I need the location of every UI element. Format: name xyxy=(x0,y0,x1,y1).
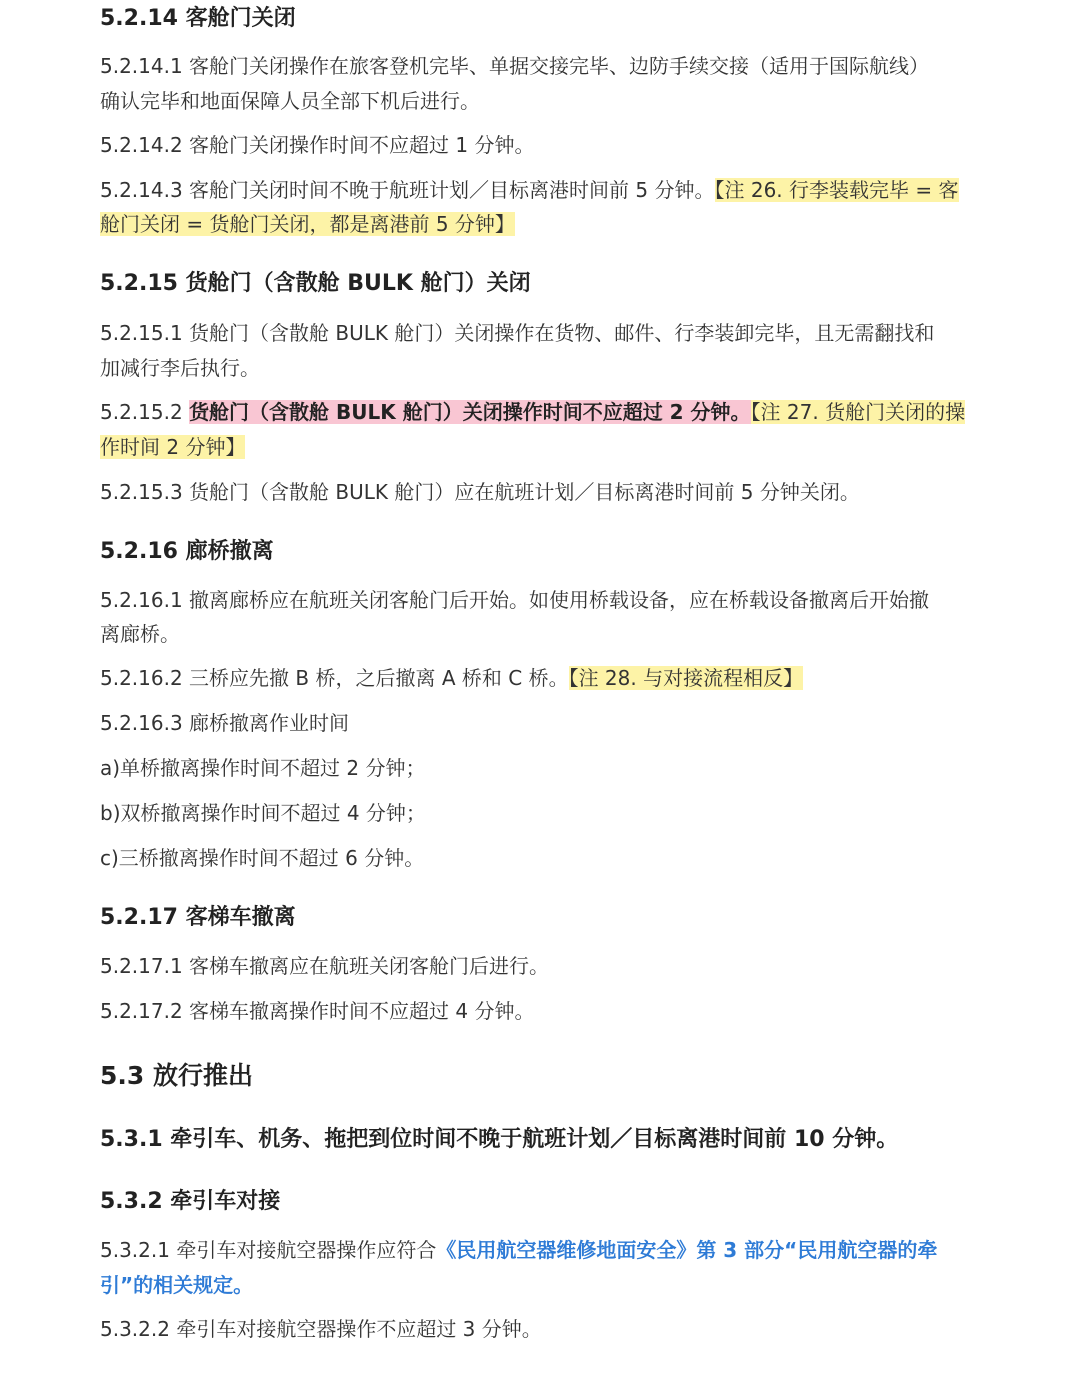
list-item-a: a)单桥撤离操作时间不超过 2 分钟； xyxy=(100,756,426,780)
section-heading-5-3-1: 5.3.1 牵引车、机务、拖把到位时间不晚于航班计划／目标离港时间前 10 分钟。 xyxy=(100,1127,899,1152)
paragraph-text: 5.2.16.2 三桥应先撤 B 桥，之后撤离 A 桥和 C 桥。 xyxy=(100,666,569,690)
note-26-highlight-cont: 舱门关闭 = 货舱门关闭，都是离港前 5 分钟】 xyxy=(100,212,515,236)
paragraph-5-2-14-3-line2 xyxy=(100,207,980,241)
paragraph-number: 5.2.15.2 xyxy=(100,400,190,424)
paragraph-5-2-15-1-line1: 5.2.15.1 货舱门（含散舱 BULK 舱门）关闭操作在货物、邮件、行李装卸完毕，且无需翻找和 xyxy=(100,321,935,345)
section-heading-5-3-2: 5.3.2 牵引车对接 xyxy=(100,1189,281,1214)
paragraph-5-2-15-1-line2: 加减行李后执行。 xyxy=(100,356,260,380)
paragraph-5-2-14-3-line1 xyxy=(100,173,980,207)
list-item-b: b)双桥撤离操作时间不超过 4 分钟； xyxy=(100,801,426,825)
paragraph-text: 5.2.14.3 客舱门关闭时间不晚于航班计划／目标离港时间前 5 分钟。 xyxy=(100,178,715,202)
paragraph-5-2-17-2: 5.2.17.2 客梯车撤离操作时间不应超过 4 分钟。 xyxy=(100,999,535,1023)
paragraph-5-2-16-1-line1: 5.2.16.1 撤离廊桥应在航班关闭客舱门后开始。如使用桥载设备，应在桥载设备撤离后开始撤 xyxy=(100,588,930,612)
paragraph-5-2-15-3: 5.2.15.3 货舱门（含散舱 BULK 舱门）应在航班计划／目标离港时间前 5 分钟关闭。 xyxy=(100,480,860,504)
paragraph-5-3-2-1-line2 xyxy=(100,1268,980,1302)
note-28-highlight: 【注 28. 与对接流程相反】 xyxy=(568,666,804,690)
regulation-link-cont[interactable]: 引”的相关规定。 xyxy=(100,1273,254,1297)
paragraph-text: 5.3.2.1 牵引车对接航空器操作应符合 xyxy=(100,1238,437,1262)
paragraph-5-2-15-2-line2 xyxy=(100,430,980,464)
note-27-highlight: 【注 27. 货舱门关闭的操 xyxy=(750,400,966,424)
paragraph-5-2-17-1: 5.2.17.1 客梯车撤离应在航班关闭客舱门后进行。 xyxy=(100,954,550,978)
list-item-c: c)三桥撤离操作时间不超过 6 分钟。 xyxy=(100,846,425,870)
paragraph-5-2-16-1-line2: 离廊桥。 xyxy=(100,622,180,646)
paragraph-5-2-15-2-line1 xyxy=(100,395,980,429)
note-26-highlight: 【注 26. 行李装载完毕 = 客 xyxy=(714,178,959,202)
section-heading-5-3: 5.3 放行推出 xyxy=(100,1061,253,1090)
paragraph-5-2-14-1-line1: 5.2.14.1 客舱门关闭操作在旅客登机完毕、单据交接完毕、边防手续交接（适用于国际航线） xyxy=(100,54,930,78)
section-heading-5-2-17: 5.2.17 客梯车撤离 xyxy=(100,905,296,930)
paragraph-5-3-2-2: 5.3.2.2 牵引车对接航空器操作不应超过 3 分钟。 xyxy=(100,1317,542,1341)
paragraph-5-2-16-2 xyxy=(100,661,980,695)
section-heading-5-2-15: 5.2.15 货舱门（含散舱 BULK 舱门）关闭 xyxy=(100,271,531,296)
section-heading-5-2-14: 5.2.14 客舱门关闭 xyxy=(100,6,296,31)
note-27-highlight-cont: 作时间 2 分钟】 xyxy=(100,435,246,459)
regulation-link[interactable]: 《民用航空器维修地面安全》第 3 部分“民用航空器的牵 xyxy=(436,1238,938,1262)
paragraph-5-2-16-3: 5.2.16.3 廊桥撤离作业时间 xyxy=(100,711,350,735)
section-heading-5-2-16: 5.2.16 廊桥撤离 xyxy=(100,539,274,564)
paragraph-5-2-14-2: 5.2.14.2 客舱门关闭操作时间不应超过 1 分钟。 xyxy=(100,133,535,157)
paragraph-5-3-2-1-line1 xyxy=(100,1233,980,1267)
pink-highlight-text: 货舱门（含散舱 BULK 舱门）关闭操作时间不应超过 2 分钟。 xyxy=(189,400,751,424)
paragraph-5-2-14-1-line2: 确认完毕和地面保障人员全部下机后进行。 xyxy=(100,89,480,113)
